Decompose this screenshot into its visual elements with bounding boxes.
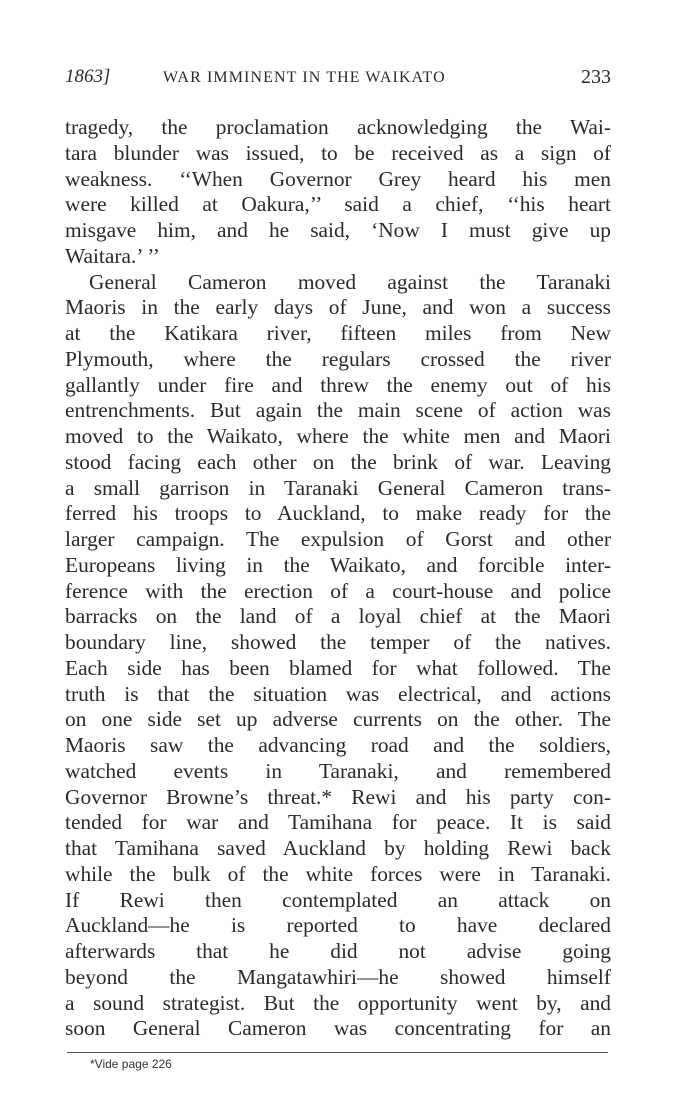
text-line: soon General Cameron was concentrating for an: [65, 1016, 611, 1041]
text-line: a sound strategist. But the opportunity went by, and: [65, 990, 611, 1015]
text-line: while the bulk of the white forces were in Taranaki.: [65, 861, 611, 886]
footnote-divider: [67, 1052, 608, 1053]
text-line: Auckland—he is reported to have declared: [65, 913, 611, 938]
text-line: tara blunder was issued, to be received as a sign of: [65, 140, 611, 165]
text-line: tended for war and Tamihana for peace. It is said: [65, 810, 611, 835]
text-line: moved to the Waikato, where the white men and Maori: [65, 424, 611, 448]
text-line: that Tamihana saved Auckland by holding Rewi back: [65, 836, 611, 860]
header-title: WAR IMMINENT IN THE WAIKATO: [163, 69, 446, 86]
text-line: boundary line, showed the temper of the natives.: [65, 630, 611, 654]
text-line: at the Katikara river, fifteen miles from New: [65, 321, 611, 345]
text-line: Maoris in the early days of June, and won a success: [65, 295, 611, 320]
text-line: afterwards that he did not advise going: [65, 939, 611, 963]
text-line: misgave him, and he said, ‘Now I must give up: [65, 218, 611, 242]
text-line: weakness. ‘‘When Governor Grey heard his men: [65, 166, 611, 191]
text-line: truth is that the situation was electrical, and actions: [65, 681, 611, 706]
text-line: larger campaign. The expulsion of Gorst and other: [65, 527, 611, 551]
text-line: ference with the erection of a court-house and police: [65, 578, 611, 603]
text-line: Plymouth, where the regulars crossed the river: [65, 346, 611, 371]
text-line: Waitara.’ ’’: [65, 243, 160, 268]
body-text: [65, 115, 611, 1042]
text-line: a small garrison in Taranaki General Cameron trans-: [65, 475, 611, 500]
text-line: entrenchments. But again the main scene of action was: [65, 398, 611, 423]
text-line: Maoris saw the advancing road and the soldiers,: [65, 733, 611, 757]
text-line: If Rewi then contemplated an attack on: [65, 887, 611, 912]
running-header: [65, 66, 611, 92]
header-year: 1863]: [65, 66, 111, 87]
text-line: Each side has been blamed for what followed. The: [65, 655, 611, 680]
text-line: gallantly under fire and threw the enemy out of his: [65, 372, 611, 397]
text-line: tragedy, the proclamation acknowledging the Wai-: [65, 115, 611, 139]
footnote: *Vide page 226: [90, 1057, 172, 1071]
text-line: stood facing each other on the brink of war. Leaving: [65, 449, 611, 474]
text-line: ferred his troops to Auckland, to make ready for the: [65, 501, 611, 526]
text-line: watched events in Taranaki, and remembered: [65, 758, 611, 783]
text-line: barracks on the land of a loyal chief at the Maori: [65, 604, 611, 629]
text-line: beyond the Mangatawhiri—he showed himself: [65, 964, 611, 989]
text-line: were killed at Oakura,’’ said a chief, ‘‘his heart: [65, 192, 611, 217]
text-line: General Cameron moved against the Taranaki: [89, 269, 611, 294]
text-line: Europeans living in the Waikato, and forcible inter-: [65, 552, 611, 577]
page-number: 233: [581, 66, 611, 88]
text-line: Governor Browne’s threat.* Rewi and his party con-: [65, 784, 611, 809]
text-line: on one side set up adverse currents on the other. The: [65, 707, 611, 732]
